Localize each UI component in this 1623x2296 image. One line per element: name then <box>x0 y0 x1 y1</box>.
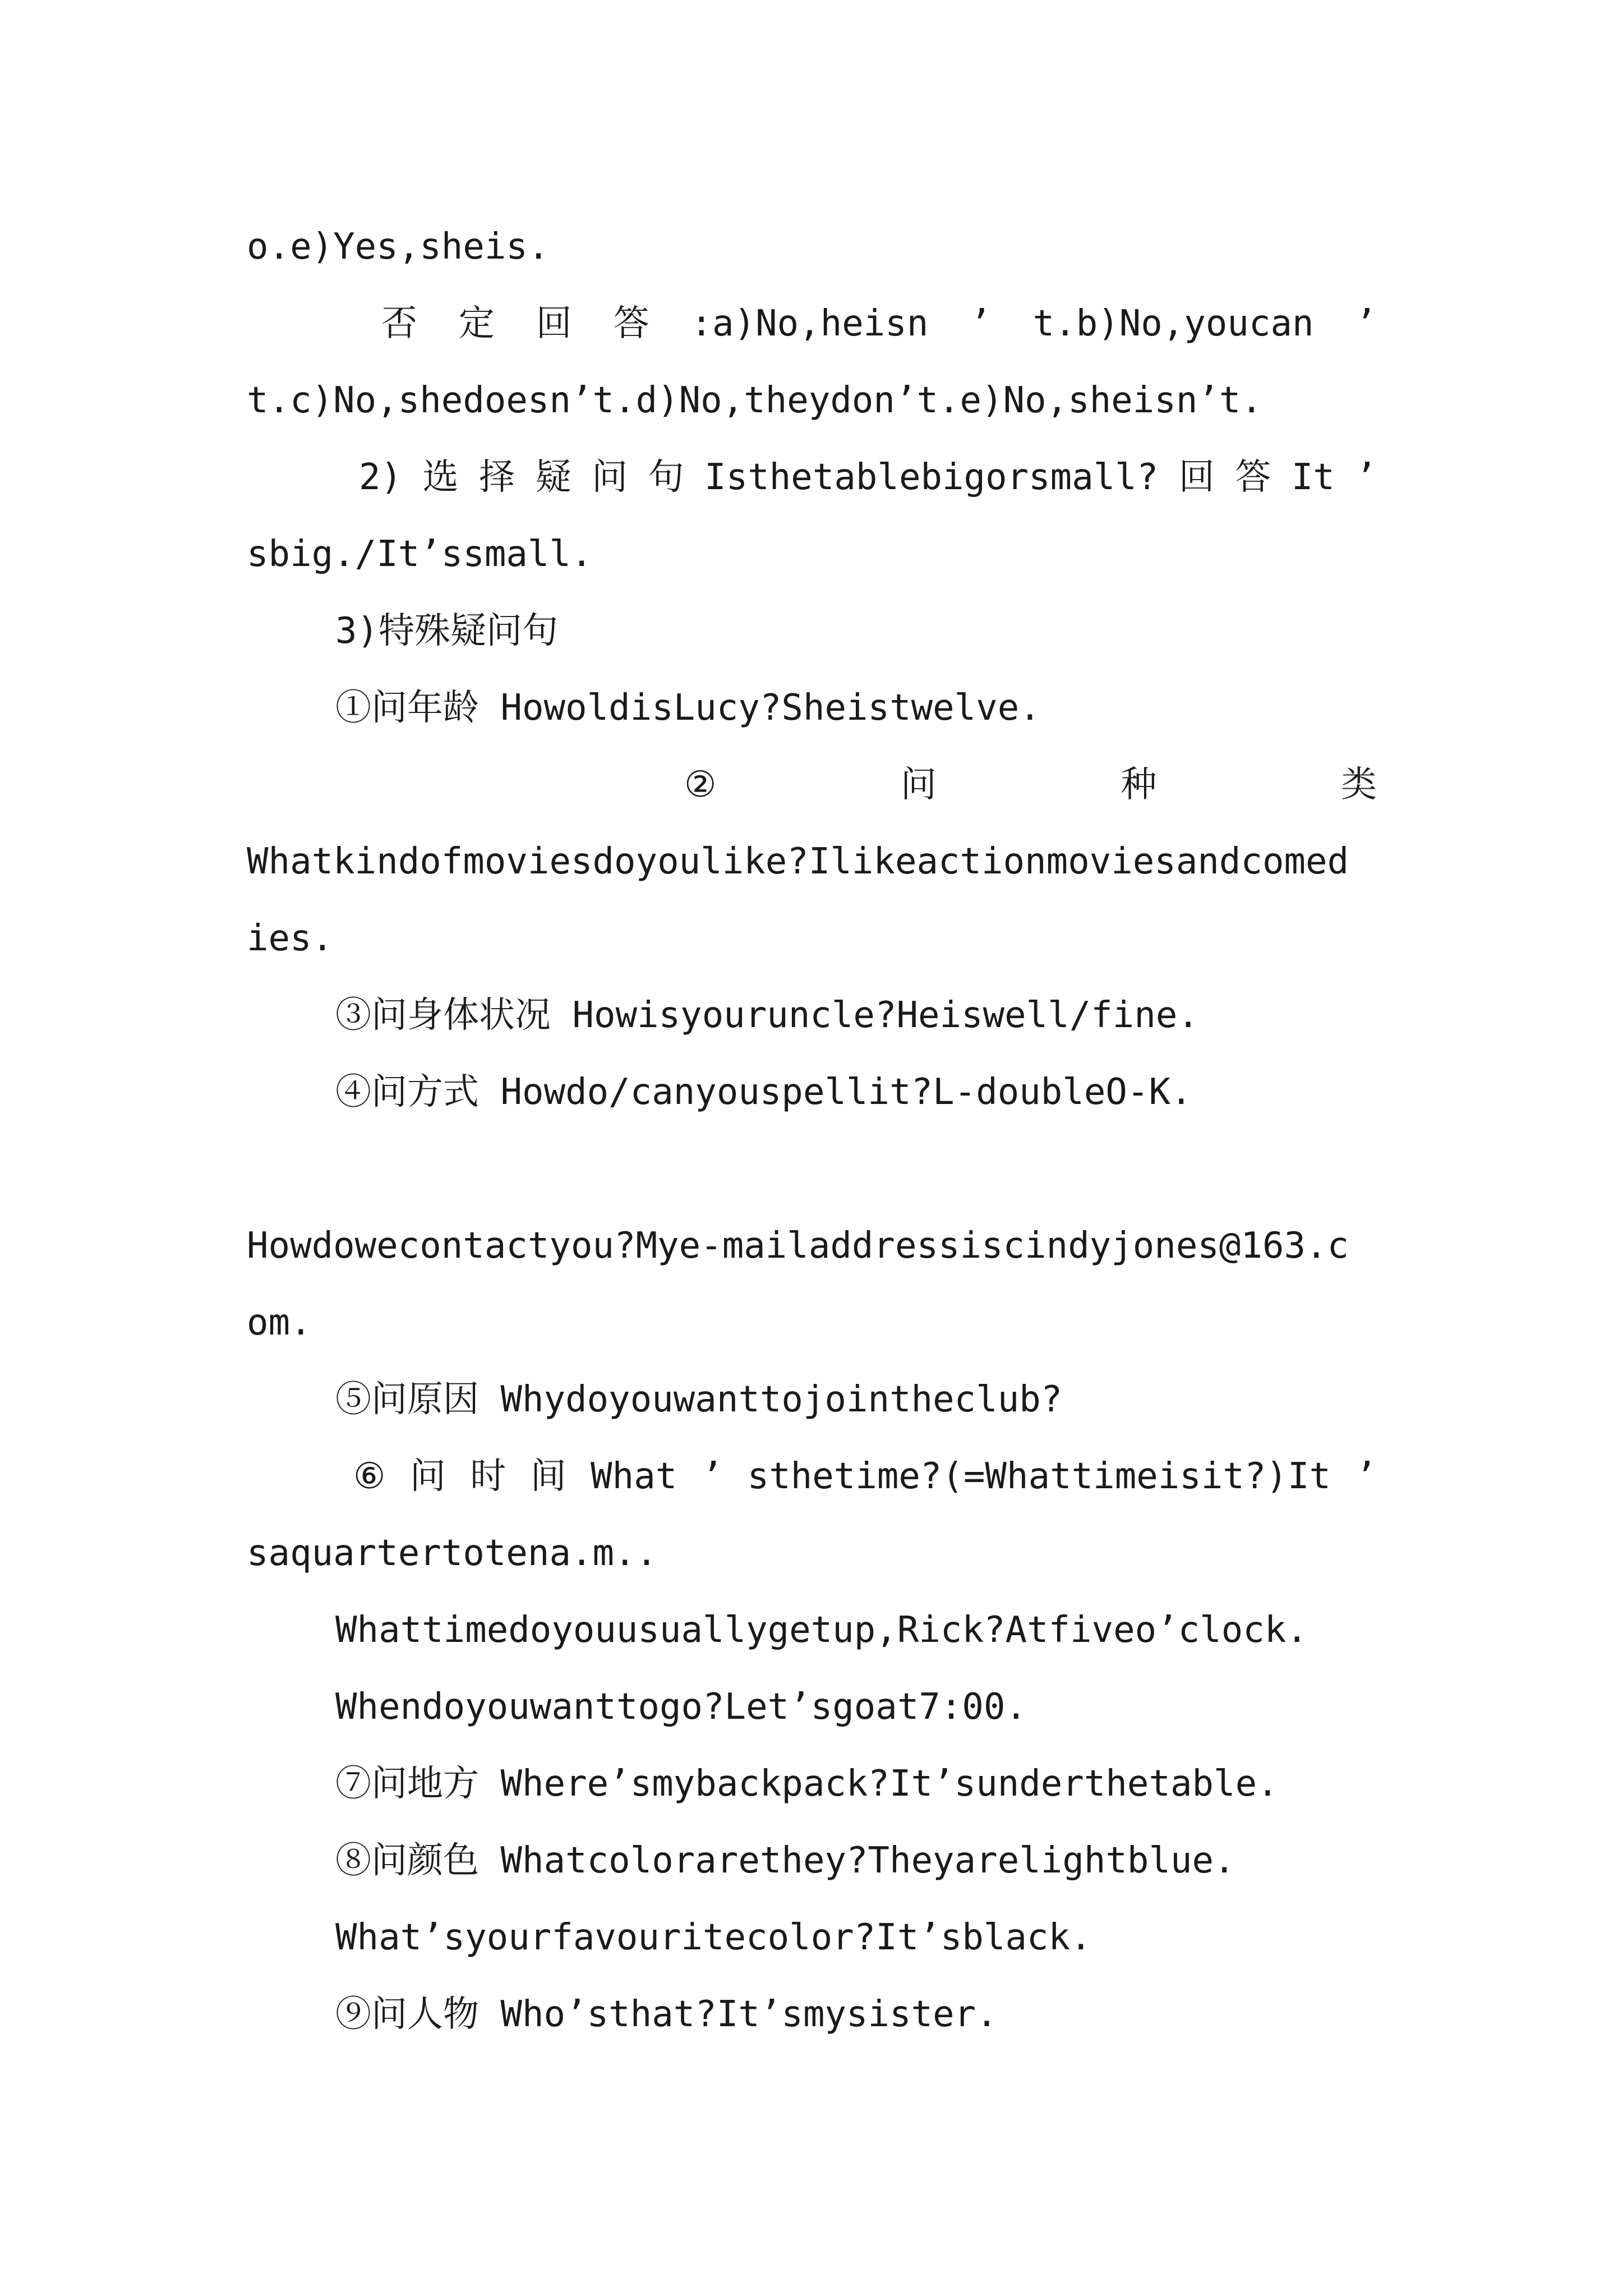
text-line: sbig./It’ssmall. <box>247 533 593 575</box>
text-line: om. <box>247 1302 312 1343</box>
text-line: What’syourfavouritecolor?It’sblack. <box>335 1917 1092 1958</box>
text-fragment: 问 <box>900 764 937 806</box>
text-fragment: 间 <box>530 1456 566 1497</box>
text-fragment: 类 <box>1340 764 1377 806</box>
text-fragment: Isthetablebigorsmall? <box>704 457 1159 498</box>
text-fragment: 定 <box>458 303 495 344</box>
text-fragment: t.b)No,youcan <box>1032 303 1314 344</box>
text-line-justified <box>247 747 1377 823</box>
text-fragment: 时 <box>470 1456 506 1497</box>
text-line: 3)特殊疑问句 <box>335 610 559 652</box>
text-line: ⑨问人物 Who’sthat?It’smysister. <box>335 1994 998 2035</box>
text-line-justified <box>247 286 1377 362</box>
text-fragment: ’ <box>1355 457 1377 498</box>
document-body <box>247 209 1377 2053</box>
text-line: o.e)Yes,sheis. <box>247 226 550 268</box>
text-fragment: 疑 <box>535 457 571 498</box>
text-line: ⑤问原因 Whydoyouwanttojointheclub? <box>335 1379 1063 1420</box>
text-line: Whendoyouwanttogo?Let’sgoat7:00. <box>335 1686 1027 1728</box>
text-line: ies. <box>247 918 334 959</box>
text-fragment: 回 <box>536 303 572 344</box>
text-line: ⑦问地方 Where’smybackpack?It’sunderthetable. <box>335 1763 1279 1805</box>
text-fragment: :a)No,heisn <box>690 303 929 344</box>
text-fragment: 择 <box>479 457 515 498</box>
text-line: saquartertotena.m.. <box>247 1533 658 1574</box>
text-line: ③问身体状况 Howisyouruncle?Heiswell/fine. <box>335 995 1199 1036</box>
text-line: Howdowecontactyou?Mye-mailaddressiscindyjones@163.c <box>247 1225 1349 1267</box>
text-fragment: ’ <box>1355 303 1377 344</box>
blank-line <box>247 1131 1377 1208</box>
text-fragment: ’ <box>1355 1456 1377 1497</box>
text-fragment: 答 <box>1235 457 1271 498</box>
text-fragment: 2) <box>359 457 403 498</box>
text-fragment: 否 <box>381 303 417 344</box>
text-fragment: ② <box>684 764 717 806</box>
text-fragment: 选 <box>422 457 459 498</box>
text-fragment: 回 <box>1178 457 1215 498</box>
text-fragment: It <box>1291 457 1335 498</box>
text-fragment: What <box>591 1456 677 1497</box>
text-line: t.c)No,shedoesn’t.d)No,theydon’t.e)No,sheisn’t. <box>247 380 1262 421</box>
text-line: Whattimedoyouusuallygetup,Rick?Atfiveo’clock. <box>335 1609 1308 1651</box>
text-fragment: ’ <box>970 303 992 344</box>
text-fragment: 问 <box>409 1456 446 1497</box>
text-line-justified <box>247 1438 1377 1515</box>
text-fragment: ⑥ <box>353 1456 386 1497</box>
text-fragment: sthetime?(=Whattimeisit?)It <box>747 1456 1331 1497</box>
text-line: ①问年龄 HowoldisLucy?Sheistwelve. <box>335 687 1041 729</box>
text-line-justified <box>247 439 1377 516</box>
text-fragment: 问 <box>592 457 628 498</box>
text-fragment: 句 <box>648 457 684 498</box>
text-line: ⑧问颜色 Whatcolorarethey?Theyarelightblue. <box>335 1840 1235 1881</box>
text-fragment: 种 <box>1121 764 1157 806</box>
text-fragment: 答 <box>613 303 649 344</box>
text-line: Whatkindofmoviesdoyoulike?Ilikeactionmoviesandcomed <box>247 841 1349 882</box>
text-fragment: ’ <box>701 1456 723 1497</box>
text-line: ④问方式 Howdo/canyouspellit?L-doubleO-K. <box>335 1071 1192 1113</box>
